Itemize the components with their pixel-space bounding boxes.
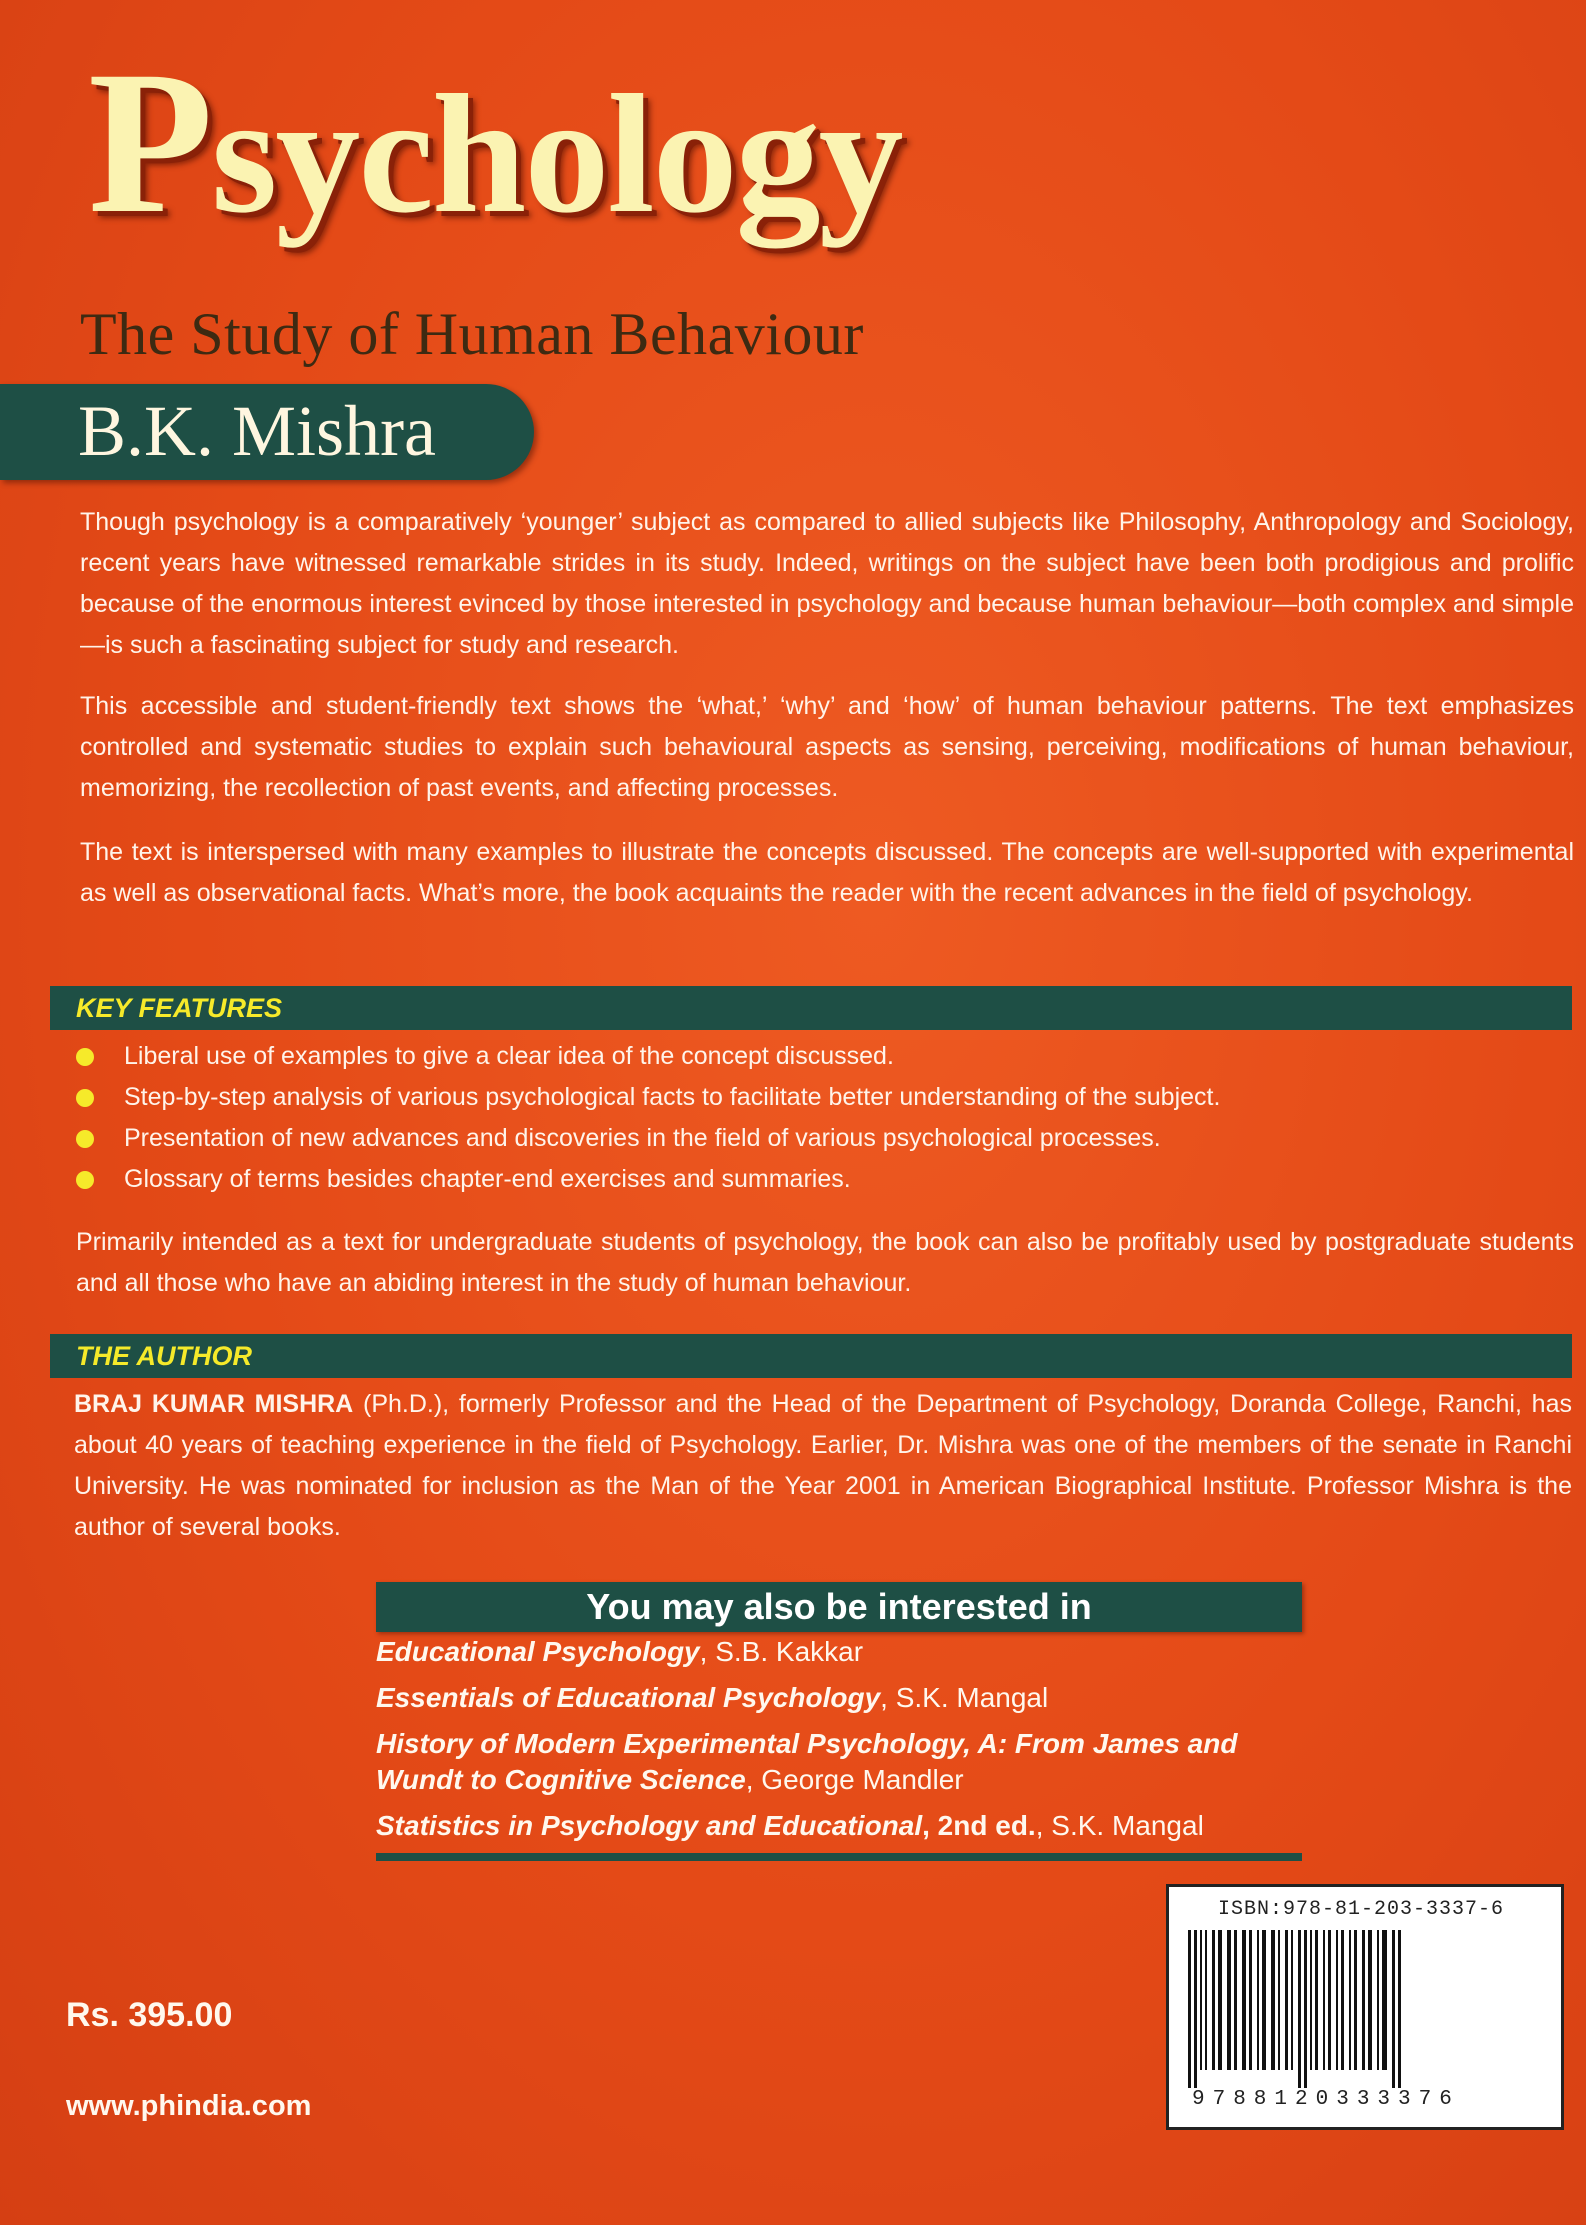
- author-name: B.K. Mishra: [78, 391, 436, 471]
- barcode-bar: [1323, 1930, 1325, 2070]
- description-paragraph-3: The text is interspersed with many examples to illustrate the concepts discussed. The concepts are well-supported with experimental as well as observational facts. What’s more, the book acquaints the reader with the recent advances in the field of psychology.: [80, 838, 1574, 907]
- barcode-bar: [1398, 1930, 1401, 2088]
- book-subtitle: The Study of Human Behaviour: [80, 301, 864, 367]
- key-feature-item: Step-by-step analysis of various psychological facts to facilitate better understanding of the subject.: [76, 1077, 1556, 1118]
- book-title-rest: sychology: [211, 60, 902, 248]
- barcode-bar: [1257, 1930, 1259, 2070]
- barcode-bar: [1315, 1930, 1318, 2070]
- barcode-bar: [1328, 1930, 1331, 2070]
- author-full-name: BRAJ KUMAR MISHRA: [74, 1390, 354, 1418]
- barcode-bar: [1227, 1930, 1231, 2070]
- barcode-bar: [1341, 1930, 1344, 2070]
- related-books-heading: You may also be interested in: [586, 1586, 1092, 1627]
- barcode-bar: [1310, 1930, 1312, 2070]
- barcode-bar: [1349, 1930, 1351, 2070]
- barcode-bar: [1249, 1930, 1252, 2070]
- barcode-bar: [1234, 1930, 1237, 2070]
- description-paragraph-2: This accessible and student-friendly text shows the ‘what,’ ‘why’ and ‘how’ of human behaviour patterns. The text emphasizes controlled and systematic studies to explain such behavioural aspects as sensing, perceiving, modifications of human behaviour, memorizing, the recollection of past events, and affecting processes.: [80, 692, 1574, 802]
- barcode-bar: [1194, 1930, 1197, 2088]
- book-title-initial: P: [88, 29, 212, 256]
- bullet-dot-icon: [76, 1089, 94, 1107]
- related-book-item: Educational Psychology, S.B. Kakkar: [376, 1636, 864, 1667]
- barcode-bar: [1377, 1930, 1379, 2070]
- barcode-bar: [1205, 1930, 1207, 2070]
- bullet-dot-icon: [76, 1130, 94, 1148]
- author-bio-text: (Ph.D.), formerly Professor and the Head of the Department of Psychology, Doranda College, Ranchi, has about 40 years of teaching experience in the field of Psychology. Earlier, Dr. Mishra was one of the members of the senate in Ranchi University. He was nominated for inclusion as the Man of the Year 2001 in American Biographical Institute. Professor Mishra is the author of several books.: [74, 1390, 1572, 1541]
- barcode-bar: [1368, 1930, 1372, 2070]
- barcode-bar: [1218, 1930, 1222, 2070]
- barcode-bar: [1382, 1930, 1387, 2070]
- price: Rs. 395.00: [66, 1996, 233, 2034]
- description-paragraph-1: Though psychology is a comparatively ‘younger’ subject as compared to allied subjects like Philosophy, Anthropology and Sociology, recent years have witnessed remarkable strides in its study. Indeed, writings on the subject have been both prodigious and prolific because of the enormous interest evinced by those interested in psychology and because human behaviour—both complex and simple—is such a fascinating subject for study and research.: [80, 508, 1574, 659]
- publisher-website: www.phindia.com: [66, 2090, 312, 2122]
- key-features-heading: KEY FEATURES: [76, 993, 283, 1023]
- barcode-bar: [1291, 1930, 1293, 2070]
- bullet-dot-icon: [76, 1171, 94, 1189]
- bullet-dot-icon: [76, 1048, 94, 1066]
- barcode-bar: [1242, 1930, 1246, 2070]
- key-feature-item: Presentation of new advances and discoveries in the field of various psychological processes.: [76, 1118, 1556, 1159]
- related-book-item: Essentials of Educational Psychology, S.K. Mangal: [376, 1682, 1049, 1713]
- isbn-label: ISBN:978-81-203-3337-6: [1218, 1898, 1505, 1921]
- barcode-bar: [1336, 1930, 1338, 2070]
- barcode-bar: [1262, 1930, 1266, 2070]
- key-feature-item: Glossary of terms besides chapter-end exercises and summaries.: [76, 1159, 1556, 1200]
- related-books-underline: [376, 1853, 1302, 1861]
- barcode-bar: [1304, 1930, 1307, 2088]
- author-section-band: [50, 1334, 1572, 1378]
- barcode-bar: [1354, 1930, 1357, 2070]
- barcode-bar: [1392, 1930, 1395, 2088]
- related-books-list: [376, 1634, 1316, 1854]
- barcode-bar: [1362, 1930, 1365, 2070]
- barcode-bar: [1285, 1930, 1288, 2070]
- barcode-bar: [1271, 1930, 1275, 2070]
- barcode-bar: [1200, 1930, 1202, 2070]
- author-bio: [74, 1384, 1572, 1548]
- barcode-digits: 9788120333376: [1192, 2088, 1460, 2111]
- related-book-item: History of Modern Experimental Psychology, A: From James and Wundt to Cognitive Science, George Mandler: [376, 1728, 1238, 1795]
- key-features-list: [76, 1036, 1556, 1200]
- audience-paragraph: Primarily intended as a text for undergraduate students of psychology, the book can also be profitably used by postgraduate students and all those who have an abiding interest in the study of human behaviour.: [76, 1228, 1574, 1297]
- related-book-item: Statistics in Psychology and Educational, 2nd ed., S.K. Mangal: [376, 1810, 1204, 1841]
- barcode-bar: [1188, 1930, 1191, 2088]
- book-title: [88, 29, 902, 256]
- key-feature-item: Liberal use of examples to give a clear idea of the concept discussed.: [76, 1036, 1556, 1077]
- barcode-bar: [1298, 1930, 1301, 2088]
- barcode-bar: [1212, 1930, 1215, 2070]
- barcode-bar: [1278, 1930, 1280, 2070]
- barcode-icon: [1182, 1930, 1542, 2088]
- author-section-heading: THE AUTHOR: [76, 1341, 252, 1371]
